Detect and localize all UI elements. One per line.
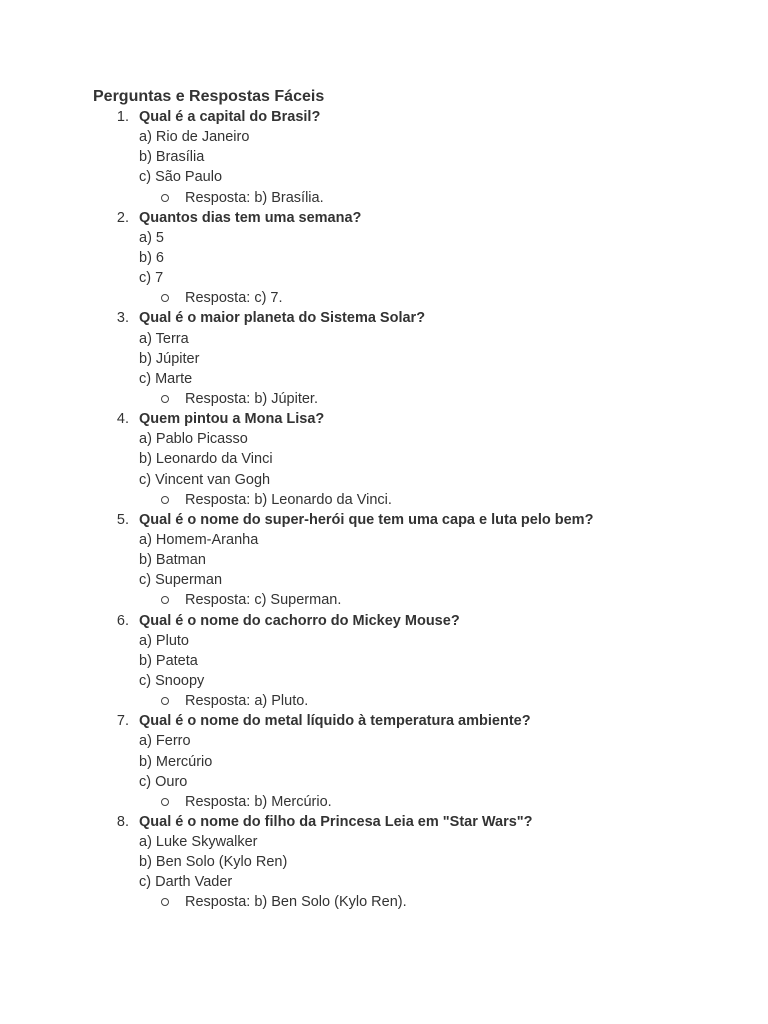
option-line [0, 752, 768, 772]
question-line [0, 510, 768, 530]
question-line [0, 208, 768, 228]
question-text: Qual é a capital do Brasil? [139, 109, 321, 125]
question-number: 8. [116, 813, 129, 830]
answer-line [0, 892, 768, 912]
answer-option: b) 6 [139, 249, 164, 266]
answer-option: a) Homem-Aranha [139, 531, 259, 548]
option-line [0, 268, 768, 288]
question-item [0, 711, 768, 812]
hollow-circle-bullet-icon [161, 697, 169, 705]
answer-option: b) Ben Solo (Kylo Ren) [139, 854, 288, 871]
answer-option: c) Snoopy [139, 672, 205, 689]
answer-line [0, 490, 768, 510]
answer-option: b) Júpiter [139, 350, 200, 367]
question-number: 3. [116, 310, 129, 327]
answer-option: b) Leonardo da Vinci [139, 451, 273, 468]
option-line [0, 167, 768, 187]
question-item [0, 107, 768, 208]
option-line [0, 127, 768, 147]
hollow-circle-bullet-icon [161, 596, 169, 604]
option-line [0, 872, 768, 892]
question-item [0, 510, 768, 611]
answer-option: a) 5 [139, 229, 164, 246]
answer-text: Resposta: c) Superman. [185, 592, 342, 609]
option-line [0, 832, 768, 852]
answer-option: c) Ouro [139, 773, 188, 790]
answer-option: a) Terra [139, 330, 189, 347]
question-list [0, 107, 768, 913]
question-line [0, 107, 768, 127]
option-line [0, 329, 768, 349]
answer-text: Resposta: a) Pluto. [185, 693, 309, 710]
answer-line [0, 389, 768, 409]
question-line [0, 711, 768, 731]
question-item [0, 611, 768, 712]
answer-option: a) Pluto [139, 632, 189, 649]
option-line [0, 631, 768, 651]
answer-line [0, 188, 768, 208]
question-item [0, 409, 768, 510]
answer-option: b) Pateta [139, 652, 198, 669]
answer-line [0, 288, 768, 308]
answer-option: a) Rio de Janeiro [139, 129, 250, 146]
option-line [0, 248, 768, 268]
option-line [0, 852, 768, 872]
answer-option: a) Pablo Picasso [139, 431, 248, 448]
hollow-circle-bullet-icon [161, 395, 169, 403]
answer-line [0, 792, 768, 812]
answer-option: b) Brasília [139, 149, 205, 166]
answer-text: Resposta: b) Leonardo da Vinci. [185, 491, 392, 508]
option-line [0, 429, 768, 449]
answer-text: Resposta: b) Ben Solo (Kylo Ren). [185, 894, 407, 911]
option-line [0, 470, 768, 490]
answer-text: Resposta: b) Brasília. [185, 189, 324, 206]
answer-option: b) Mercúrio [139, 753, 213, 770]
question-text: Qual é o nome do super-herói que tem uma capa e luta pelo bem? [139, 511, 594, 528]
option-line [0, 349, 768, 369]
option-line [0, 671, 768, 691]
document-title: Perguntas e Respostas Fáceis [93, 88, 325, 105]
answer-option: c) Superman [139, 572, 223, 589]
question-text: Qual é o nome do filho da Princesa Leia em "Star Wars"? [139, 813, 533, 830]
hollow-circle-bullet-icon [161, 194, 169, 202]
question-line [0, 812, 768, 832]
option-line [0, 651, 768, 671]
option-line [0, 369, 768, 389]
hollow-circle-bullet-icon [161, 898, 169, 906]
answer-option: c) 7 [139, 270, 164, 287]
option-line [0, 772, 768, 792]
hollow-circle-bullet-icon [161, 798, 169, 806]
question-number: 1. [116, 109, 129, 125]
option-line [0, 570, 768, 590]
answer-text: Resposta: b) Mercúrio. [185, 793, 332, 810]
answer-text: Resposta: c) 7. [185, 290, 283, 307]
question-line [0, 409, 768, 429]
answer-text: Resposta: b) Júpiter. [185, 390, 318, 407]
question-line [0, 611, 768, 631]
question-item [0, 308, 768, 409]
answer-line [0, 691, 768, 711]
question-item [0, 208, 768, 309]
option-line [0, 731, 768, 751]
option-line [0, 449, 768, 469]
question-text: Quantos dias tem uma semana? [139, 209, 362, 226]
hollow-circle-bullet-icon [161, 294, 169, 302]
option-line [0, 530, 768, 550]
question-number: 5. [116, 511, 129, 528]
question-number: 7. [116, 713, 129, 730]
question-line [0, 308, 768, 328]
question-text: Qual é o maior planeta do Sistema Solar? [139, 310, 426, 327]
question-item [0, 812, 768, 913]
question-number: 4. [116, 411, 129, 428]
answer-option: c) Marte [139, 370, 193, 387]
answer-option: a) Luke Skywalker [139, 834, 258, 851]
question-text: Qual é o nome do metal líquido à temperatura ambiente? [139, 713, 531, 730]
question-text: Quem pintou a Mona Lisa? [139, 411, 325, 428]
answer-option: a) Ferro [139, 733, 191, 750]
question-text: Qual é o nome do cachorro do Mickey Mouse? [139, 612, 460, 629]
answer-line [0, 590, 768, 610]
question-number: 6. [116, 612, 129, 629]
hollow-circle-bullet-icon [161, 496, 169, 504]
answer-option: c) Vincent van Gogh [139, 471, 271, 488]
answer-option: c) São Paulo [139, 169, 223, 186]
option-line [0, 147, 768, 167]
option-line [0, 550, 768, 570]
answer-option: c) Darth Vader [139, 874, 233, 891]
answer-option: b) Batman [139, 552, 206, 569]
option-line [0, 228, 768, 248]
question-number: 2. [116, 209, 129, 226]
